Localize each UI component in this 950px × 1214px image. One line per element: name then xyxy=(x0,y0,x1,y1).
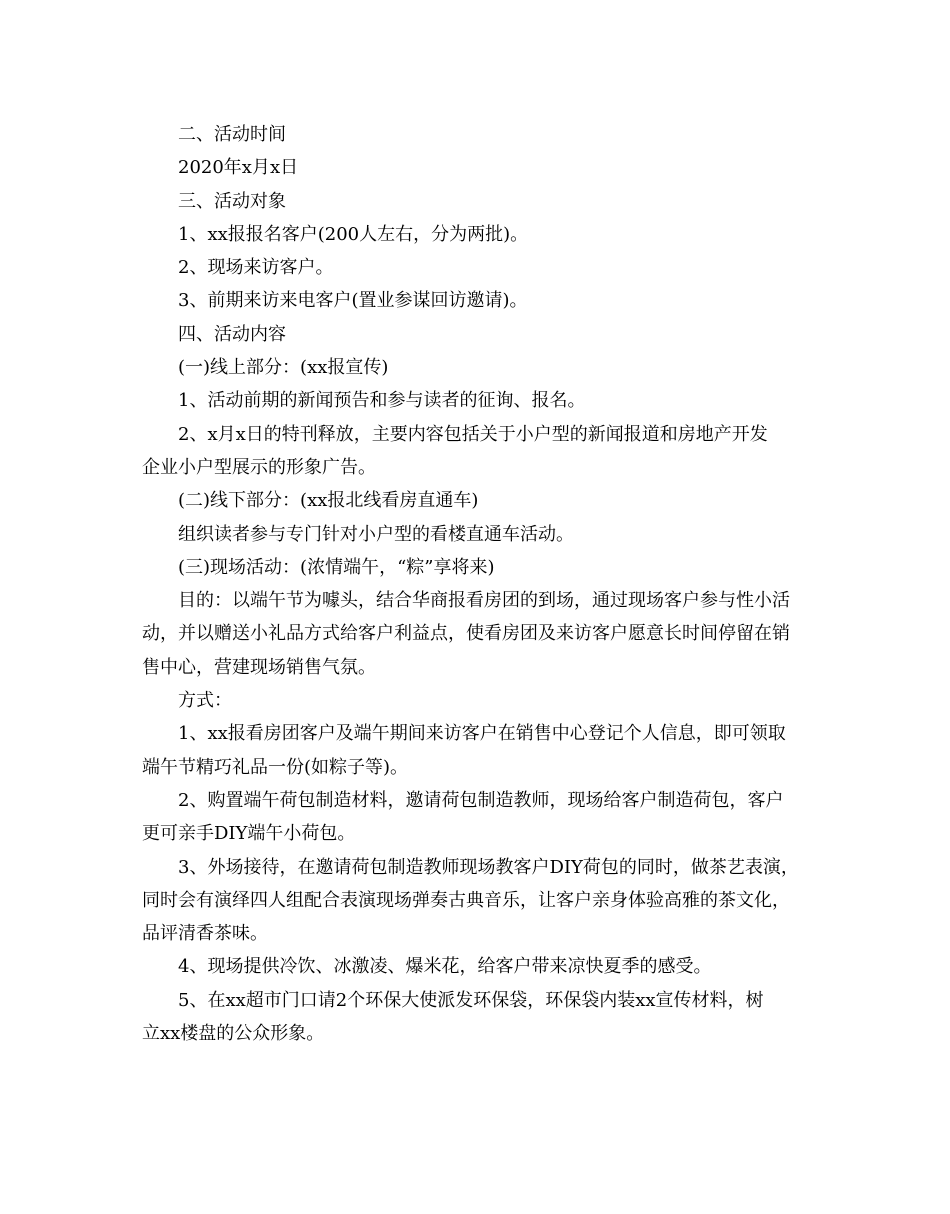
method-item-3 xyxy=(142,851,814,951)
text-line: (三)现场活动：(浓情端午，“粽”享将来) xyxy=(178,556,495,578)
subheading-onsite xyxy=(142,551,814,584)
online-item-1 xyxy=(142,384,814,417)
method-item-1 xyxy=(142,717,814,784)
target-item-2 xyxy=(142,251,814,284)
text-line: 4、现场提供冷饮、冰激凌、爆米花，给客户带来凉快夏季的感受。 xyxy=(178,956,712,978)
method-item-2 xyxy=(142,784,814,851)
text-line: 售中心，营建现场销售气氛。 xyxy=(142,656,376,678)
text-line: 5、在xx超市门口请2个环保大使派发环保袋，环保袋内装xx宣传材料，树 xyxy=(178,989,764,1011)
method-item-4 xyxy=(142,950,814,983)
text-line: 1、活动前期的新闻预告和参与读者的征询、报名。 xyxy=(178,390,586,412)
heading-activity-content xyxy=(142,318,814,351)
text-line: 目的：以端午节为噱头，结合华商报看房团的到场，通过现场客户参与性小活 xyxy=(178,590,790,612)
text-line: 2、现场来访客户。 xyxy=(178,257,334,279)
text-line: (二)线下部分：(xx报北线看房直通车) xyxy=(178,490,479,512)
text-line: 同时会有演绎四人组配合表演现场弹奏古典音乐，让客户亲身体验高雅的茶文化， xyxy=(142,889,790,911)
text-line: 2020年x月x日 xyxy=(178,157,299,179)
heading-activity-time xyxy=(142,118,814,151)
purpose-paragraph xyxy=(142,584,814,684)
text-line: 3、外场接待，在邀请荷包制造教师现场教客户DIY荷包的同时，做茶艺表演， xyxy=(178,856,799,878)
text-line: 动，并以赠送小礼品方式给客户利益点，使看房团及来访客户愿意长时间停留在销 xyxy=(142,623,790,645)
target-item-3 xyxy=(142,284,814,317)
activity-date xyxy=(142,151,814,184)
text-line: 2、购置端午荷包制造材料，邀请荷包制造教师，现场给客户制造荷包，客户 xyxy=(178,789,784,811)
text-line: 三、活动对象 xyxy=(178,190,286,212)
text-line: 1、xx报报名客户(200人左右，分为两批)。 xyxy=(178,223,529,245)
offline-item xyxy=(142,518,814,551)
document-body xyxy=(142,118,814,1050)
text-line: 方式： xyxy=(178,690,232,712)
text-line: 3、前期来访来电客户(置业参谋回访邀请)。 xyxy=(178,290,528,312)
target-item-1 xyxy=(142,218,814,251)
heading-activity-target xyxy=(142,185,814,218)
text-line: 端午节精巧礼品一份(如粽子等)。 xyxy=(142,756,409,778)
text-line: 2、x月x日的特刊释放，主要内容包括关于小户型的新闻报道和房地产开发 xyxy=(178,423,768,445)
text-line: 组织读者参与专门针对小户型的看楼直通车活动。 xyxy=(178,523,574,545)
text-line: 更可亲手DIY端午小荷包。 xyxy=(142,823,356,845)
method-label xyxy=(142,684,814,717)
online-item-2 xyxy=(142,418,814,485)
text-line: 企业小户型展示的形象广告。 xyxy=(142,456,376,478)
text-line: 品评清香茶味。 xyxy=(142,923,268,945)
text-line: (一)线上部分：(xx报宣传) xyxy=(178,357,389,379)
text-line: 1、xx报看房团客户及端午期间来访客户在销售中心登记个人信息，即可领取 xyxy=(178,723,786,745)
text-line: 立xx楼盘的公众形象。 xyxy=(142,1023,325,1045)
subheading-offline xyxy=(142,484,814,517)
method-item-5 xyxy=(142,984,814,1051)
subheading-online xyxy=(142,351,814,384)
text-line: 四、活动内容 xyxy=(178,323,286,345)
text-line: 二、活动时间 xyxy=(178,124,286,145)
